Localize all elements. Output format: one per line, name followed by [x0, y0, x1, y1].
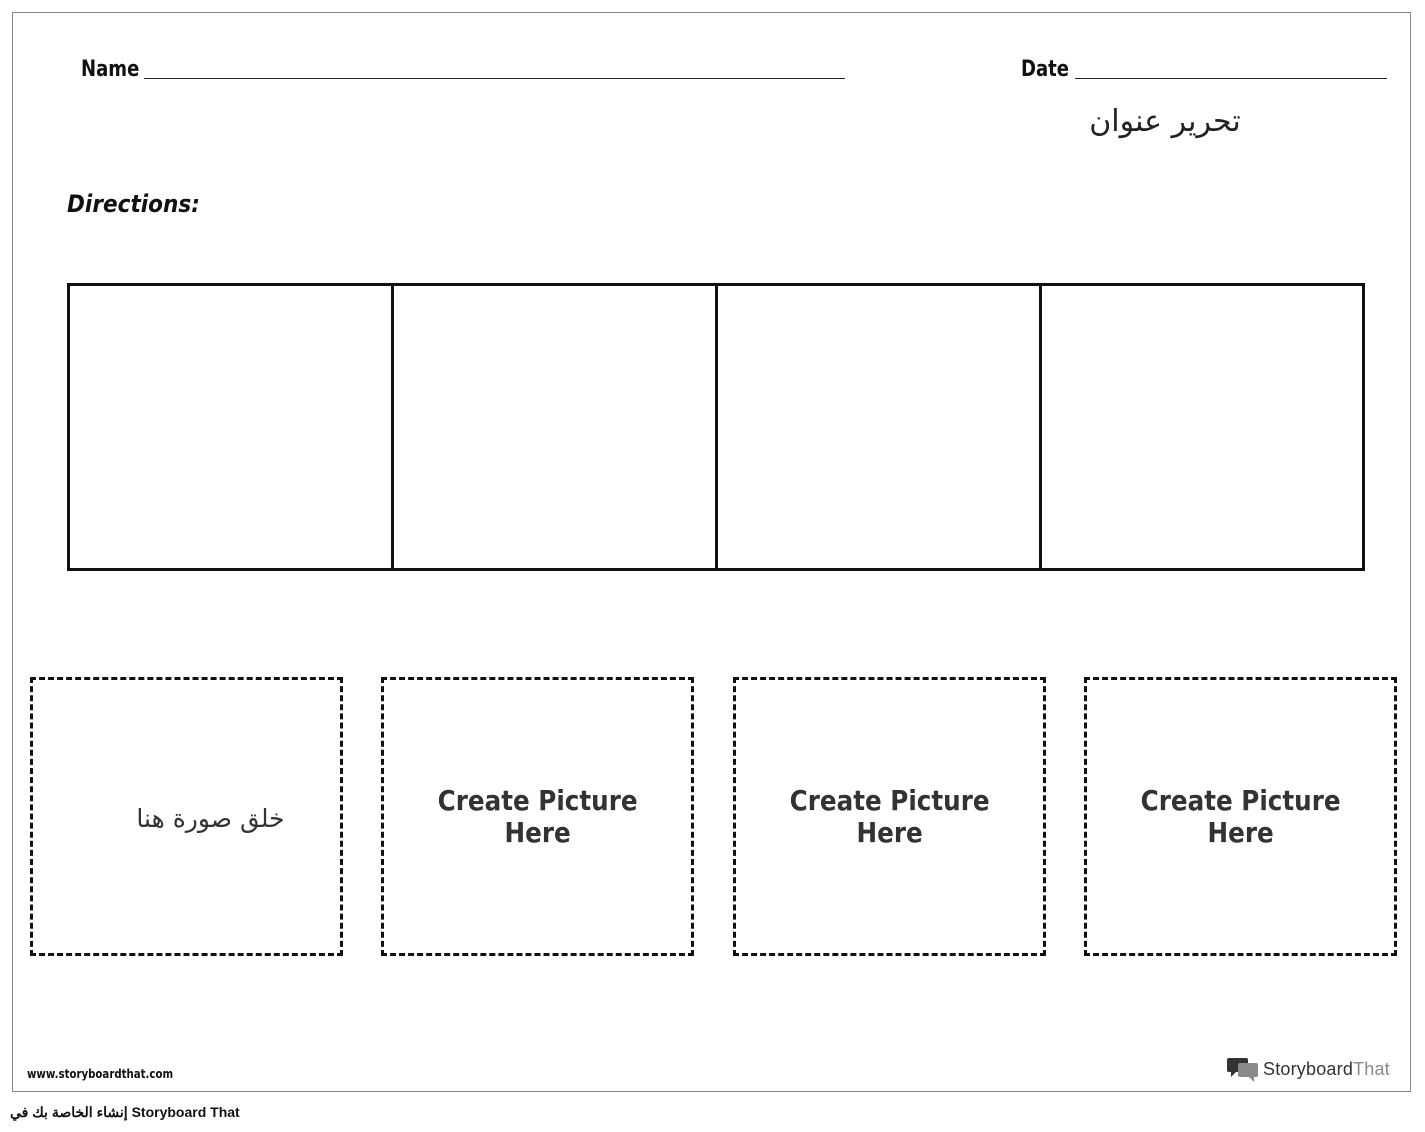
speech-bubbles-icon	[1227, 1056, 1259, 1082]
credit-text[interactable]: إنشاء الخاصة بك في Storyboard That	[10, 1104, 240, 1120]
storyboard-cell-3[interactable]	[715, 283, 1042, 571]
logo-suffix: That	[1353, 1058, 1390, 1079]
storyboard-cell-2[interactable]	[391, 283, 718, 571]
logo-wordmark	[1263, 1059, 1390, 1080]
storyboard-cell-1[interactable]	[67, 283, 394, 571]
name-label: Name	[81, 57, 140, 82]
footer-url[interactable]: www.storyboardthat.com	[27, 1067, 174, 1081]
cutout-label: Create Picture Here	[1140, 783, 1341, 849]
cutout-box-1[interactable]	[30, 677, 343, 956]
cutout-label: Create Picture Here	[789, 783, 990, 849]
directions-label: Directions:	[67, 190, 200, 218]
name-line[interactable]	[144, 78, 845, 79]
cutout-box-4[interactable]	[1084, 677, 1397, 956]
worksheet-title[interactable]: تحرير عنوان	[1089, 104, 1241, 139]
logo-name: Storyboard	[1263, 1058, 1354, 1079]
storyboardthat-logo[interactable]	[1227, 1056, 1390, 1082]
cutout-box-2[interactable]	[381, 677, 694, 956]
cutout-label: خلق صورة هنا	[136, 804, 285, 833]
date-line[interactable]	[1075, 78, 1387, 79]
date-label: Date	[1021, 57, 1070, 82]
storyboard-cell-4[interactable]	[1039, 283, 1365, 571]
cutout-label: Create Picture Here	[437, 783, 638, 849]
cutout-box-3[interactable]	[733, 677, 1046, 956]
